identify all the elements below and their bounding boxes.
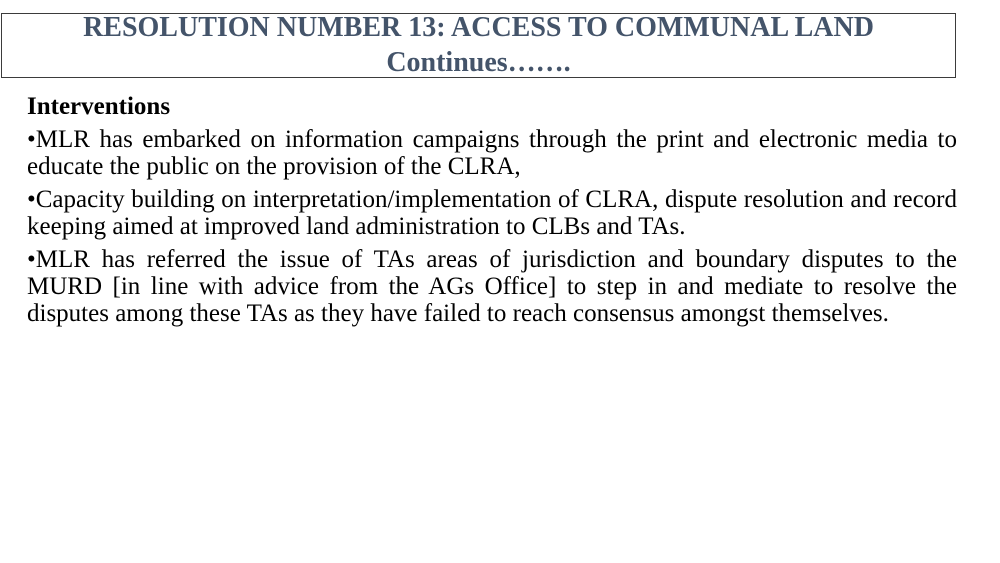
- slide-title: RESOLUTION NUMBER 13: ACCESS TO COMMUNAL LAND: [83, 13, 874, 43]
- bullet-item: •Capacity building on interpretation/implementation of CLRA, dispute resolution and record keeping aimed at improved land administration to CLBs and TAs.: [27, 186, 957, 240]
- title-box: [1, 13, 956, 78]
- bullet-item: •MLR has referred the issue of TAs areas of jurisdiction and boundary disputes to the MURD [in line with advice from the AGs Office] to step in and mediate to resolve the disputes among these TAs as they have failed to reach consensus amongst themselves.: [27, 246, 957, 327]
- section-heading: Interventions: [27, 93, 171, 120]
- bullet-item: •MLR has embarked on information campaigns through the print and electronic media to educate the public on the provision of the CLRA,: [27, 126, 957, 180]
- slide-subtitle: Continues…….: [386, 47, 571, 78]
- content-area: [27, 92, 957, 333]
